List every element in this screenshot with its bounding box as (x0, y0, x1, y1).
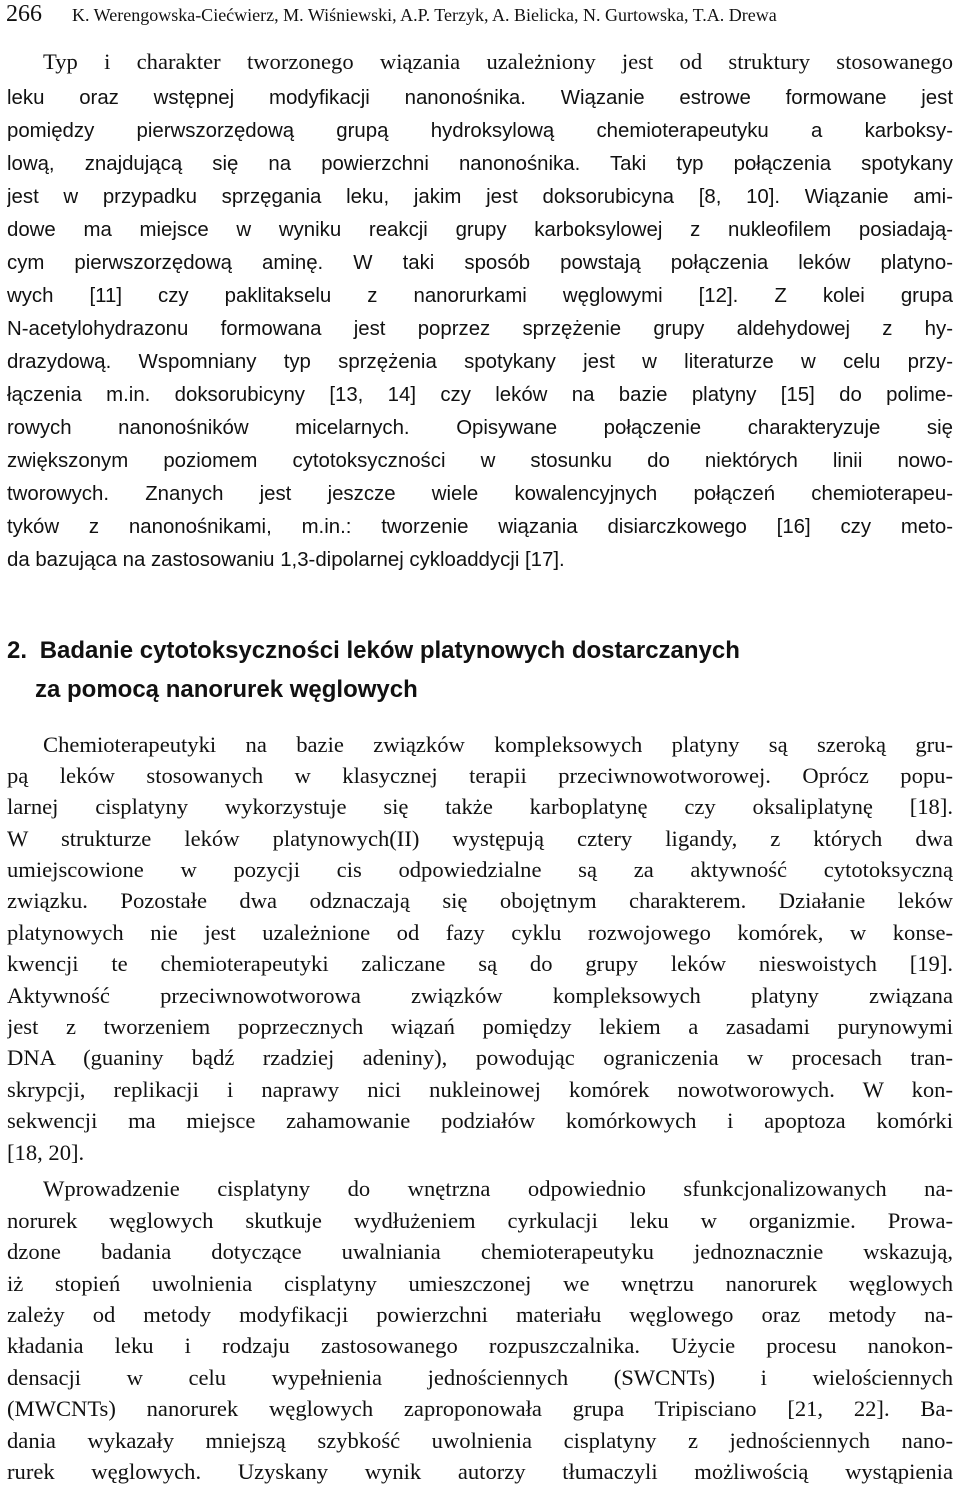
text-line: dzone badania dotyczące uwalniania chemioterapeutyku jednoznacznie wskazują, (7, 1239, 953, 1264)
text-line: skrypcji, replikacji i naprawy nici nukleinowej komórek nowotworowych. W kon- (7, 1077, 953, 1102)
text-line: kwencji te chemioterapeutyki zaliczane są do grupy leków nieswoistych [19]. (7, 951, 953, 976)
text-line: norurek węglowych skutkuje wydłużeniem cyrkulacji leku w organizmie. Prowa- (7, 1208, 953, 1233)
text-line: Typ i charakter tworzonego wiązania uzależniony jest od struktury stosowanego (43, 49, 953, 74)
text-line: umiejscowione w pozycji cis odpowiedzialne są za aktywność cytotoksyczną (7, 857, 953, 882)
text-line: kładania leku i rodzaju zastosowanego rozpuszczalnika. Użycie procesu nanokon- (7, 1333, 953, 1358)
text-line: DNA (guaniny bądź rzadziej adeniny), powodując ograniczenia w procesach tran- (7, 1045, 953, 1070)
text-line: wych [11] czy paklitakselu z nanorurkami węglowymi [12]. Z kolei grupa (7, 285, 953, 307)
text-line: densacji w celu wypełnienia jednościennych (SWCNTs) i wielościennych (7, 1365, 953, 1390)
text-line: Aktywność przeciwnowotworowa związków kompleksowych platyny związana (7, 983, 953, 1008)
text-line: związku. Pozostałe dwa odznaczają się obojętnym charakterem. Działanie leków (7, 888, 953, 913)
text-line: [18, 20]. (7, 1140, 85, 1165)
text-line: drazydową. Wspomniany typ sprzężenia spotykany jest w literaturze w celu przy- (7, 351, 953, 373)
text-line: N-acetylohydrazonu formowana jest poprzez sprzężenie grupy aldehydowej z hy- (7, 318, 953, 340)
text-line: lową, znajdującą się na powierzchni nanonośnika. Taki typ połączenia spotykany (7, 153, 953, 175)
running-head (6, 0, 956, 28)
text-line: zwiększonym poziomem cytotoksyczności w stosunku do niektórych linii nowo- (7, 450, 953, 472)
text-line: platynowych nie jest uzależnione od fazy cyklu rozwojowego komórek, w konse- (7, 920, 953, 945)
text-line: zależy od metody modyfikacji powierzchni materiału węglowego oraz metody na- (7, 1302, 953, 1327)
text-line: larnej cisplatyny wykorzystuje się także karboplatynę czy oksaliplatynę [18]. (7, 794, 953, 819)
text-line: cym pierwszorzędową aminę. W taki sposób powstają połączenia leków platyno- (7, 252, 953, 274)
text-line: leku oraz wstępnej modyfikacji nanonośnika. Wiązanie estrowe formowane jest (7, 87, 953, 109)
text-line: Wprowadzenie cisplatyny do wnętrzna odpowiednio sfunkcjonalizowanych na- (43, 1176, 953, 1201)
text-line: tworowych. Znanych jest jeszcze wiele kowalencyjnych połączeń chemioterapeu- (7, 483, 953, 505)
page-number: 266 (6, 1, 42, 27)
text-line: tyków z nanonośnikami, m.in.: tworzenie wiązania disiarczkowego [16] czy meto- (7, 516, 953, 538)
text-line: Chemioterapeutyki na bazie związków kompleksowych platyny są szeroką gru- (43, 732, 953, 757)
text-line: jest w przypadku sprzęgania leku, jakim jest doksorubicyna [8, 10]. Wiązanie ami- (7, 186, 953, 208)
section-title-line-1: Badanie cytotoksyczności leków platynowych dostarczanych (39, 637, 740, 664)
section-title-line-2: za pomocą nanorurek węglowych (35, 676, 418, 703)
text-line: jest z tworzeniem poprzecznych wiązań pomiędzy lekiem a zasadami purynowymi (7, 1014, 953, 1039)
text-line: iż stopień uwolnienia cisplatyny umieszczonej we wnętrzu nanorurek węglowych (7, 1271, 953, 1296)
text-line: łączenia m.in. doksorubicyny [13, 14] czy leków na bazie platyny [15] do polime- (7, 384, 953, 406)
text-line: dania wykazały mniejszą szybkość uwolnienia cisplatyny z jednościennych nano- (7, 1428, 953, 1453)
text-line: rurek węglowych. Uzyskany wynik autorzy tłumaczyli możliwością wystąpienia (7, 1459, 953, 1484)
text-line: rowych nanonośników micelarnych. Opisywane połączenie charakteryzuje się (7, 417, 953, 439)
text-line: (MWCNTs) nanorurek węglowych zaproponowała grupa Tripisciano [21, 22]. Ba- (7, 1396, 953, 1421)
text-line: W strukturze leków platynowych(II) występują cztery ligandy, z których dwa (7, 826, 953, 851)
section-number: 2. (7, 637, 28, 664)
text-line: pomiędzy pierwszorzędową grupą hydroksylową chemioterapeutyku a karboksy- (7, 120, 953, 142)
author-list: K. Werengowska-Ciećwierz, M. Wiśniewski, A.P. Terzyk, A. Bielicka, N. Gurtowska, T.A. Drewa (72, 5, 777, 25)
text-line: pą leków stosowanych w klasycznej terapii przeciwnowotworowej. Oprócz popu- (7, 763, 953, 788)
text-line: dowe ma miejsce w wyniku reakcji grupy karboksylowej z nukleofilem posiadają- (7, 219, 953, 241)
text-line: da bazująca na zastosowaniu 1,3-dipolarnej cykloaddycji [17]. (7, 549, 565, 571)
text-line: sekwencji ma miejsce zahamowanie podziałów komórkowych i apoptoza komórki (7, 1108, 953, 1133)
